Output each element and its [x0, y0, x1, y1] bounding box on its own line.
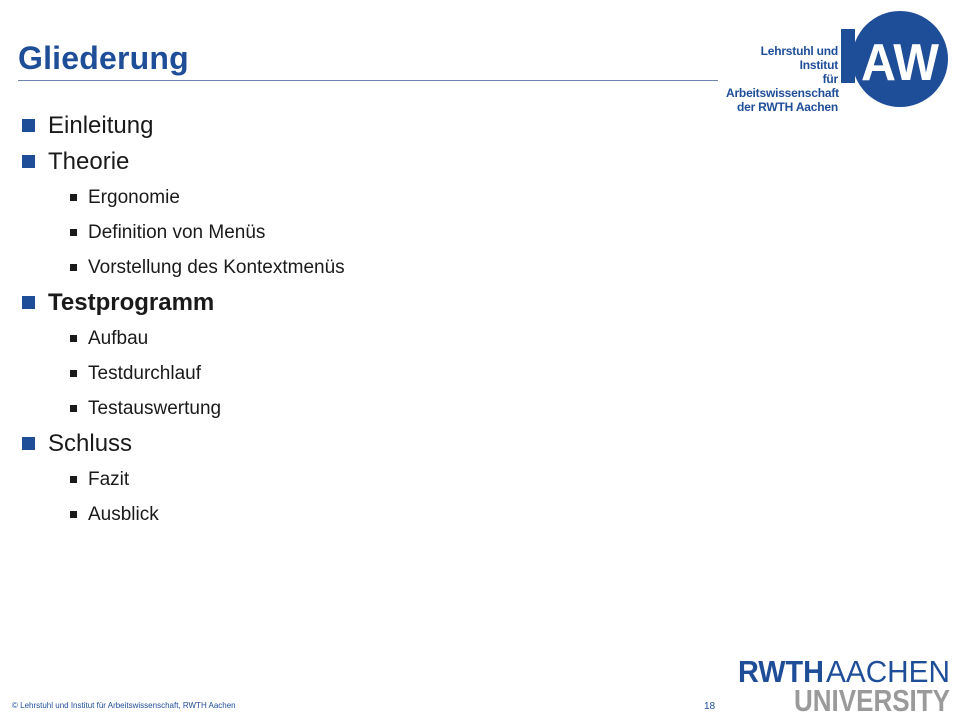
iaw-logo-letters: AW: [861, 34, 940, 92]
institute-name: [726, 44, 838, 114]
title-divider: [18, 80, 718, 81]
institute-name-line: der RWTH Aachen: [736, 100, 838, 114]
subitem-label: Fazit: [88, 469, 130, 490]
subitem-label: Aufbau: [88, 328, 149, 349]
outline-subitem: [18, 462, 718, 497]
small-square-bullet-icon: [70, 194, 77, 201]
small-square-bullet-icon: [70, 405, 77, 412]
outline-subitem: [18, 180, 718, 215]
subitem-label: Testdurchlauf: [88, 363, 202, 384]
section-label: Theorie: [48, 148, 130, 175]
square-bullet-icon: [22, 437, 35, 450]
rwth-logo-aachen: AACHEN: [826, 656, 950, 689]
section-label: Testprogramm: [48, 289, 215, 316]
outline-subitem: [18, 356, 718, 391]
outline-section: [18, 108, 718, 144]
section-label: Einleitung: [48, 112, 154, 139]
iaw-logo-i: [841, 29, 855, 83]
small-square-bullet-icon: [70, 511, 77, 518]
outline: [18, 108, 718, 532]
subitem-label: Ergonomie: [88, 187, 180, 208]
institute-name-line: Lehrstuhl und Institut: [760, 44, 838, 72]
small-square-bullet-icon: [70, 476, 77, 483]
subitem-label: Definition von Menüs: [88, 222, 266, 243]
small-square-bullet-icon: [70, 264, 77, 271]
outline-section-current: [18, 285, 718, 321]
square-bullet-icon: [22, 119, 35, 132]
outline-section: [18, 144, 718, 180]
outline-subitem: [18, 391, 718, 426]
small-square-bullet-icon: [70, 370, 77, 377]
outline-section: [18, 426, 718, 462]
rwth-logo-university: UNIVERSITY: [794, 683, 950, 712]
page-number: 18: [704, 701, 716, 712]
section-label: Schluss: [48, 430, 133, 457]
rwth-aachen-logo: [738, 656, 950, 712]
small-square-bullet-icon: [70, 229, 77, 236]
outline-subitem: [18, 215, 718, 250]
small-square-bullet-icon: [70, 335, 77, 342]
institute-name-line: für Arbeitswissenschaft: [726, 72, 839, 100]
subitem-label: Vorstellung des Kontextmenüs: [88, 257, 345, 278]
square-bullet-icon: [22, 155, 35, 168]
slide-title: Gliederung: [18, 40, 189, 76]
rwth-logo-rwth: RWTH: [738, 656, 824, 689]
subitem-label: Testauswertung: [88, 398, 222, 419]
outline-subitem: [18, 497, 718, 532]
outline-subitem: [18, 321, 718, 356]
square-bullet-icon: [22, 296, 35, 309]
outline-subitem: [18, 250, 718, 285]
footer-copyright: © Lehrstuhl und Institut für Arbeitswissenschaft, RWTH Aachen: [12, 701, 236, 710]
iaw-logo: [838, 10, 952, 108]
subitem-label: Ausblick: [88, 504, 159, 525]
